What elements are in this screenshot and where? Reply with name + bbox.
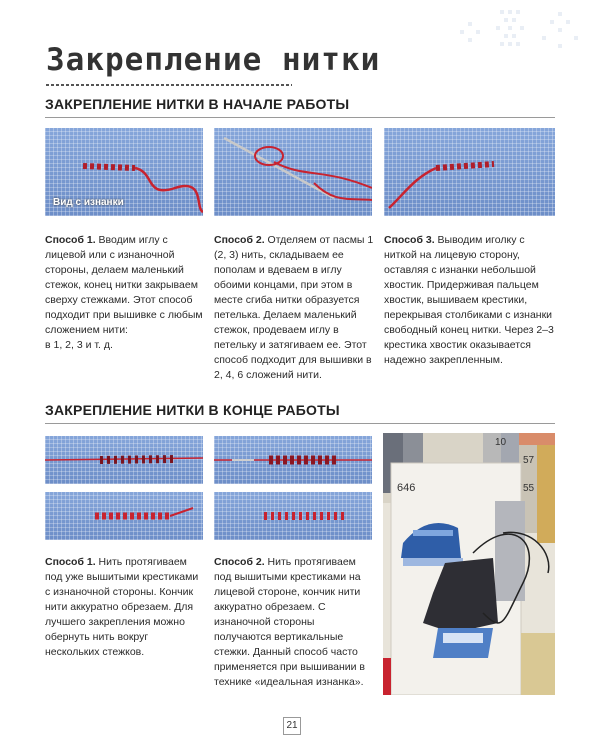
section-heading-start: ЗАКРЕПЛЕНИЕ НИТКИ В НАЧАЛЕ РАБОТЫ: [45, 96, 350, 112]
thread-number-646: 646: [397, 482, 416, 494]
photo-method1-start: [45, 128, 203, 216]
method-description: Отделяем от пасмы 1 (2, 3) нить, складываем ее пополам и вдеваем в иглу обоими концами, при этом в месте сгиба нитки образуется петелька. Делаем маленький стежок, продеваем иглу в петельку и затягиваем ее. Этот способ подходит для вышивки в 2, 4, 6 сложений нити.: [214, 234, 374, 381]
section-divider: [45, 117, 555, 118]
photo-embroidered-sewing-machine: [383, 433, 555, 695]
photo-method2-end-front: [214, 436, 372, 484]
photo-label-reverse-side: Вид с изнанки: [53, 197, 124, 208]
method2-end-text: [214, 555, 374, 690]
page-title: Закрепление нитки: [46, 42, 381, 78]
method-description: Нить протягиваем под уже вышитыми крестиками с изнаночной стороны. Кончик нити аккуратно обрезаем. Для лучшего закрепления можно обернуть нить вокруг нескольких стежков.: [45, 556, 199, 658]
page-number: 21: [283, 717, 301, 735]
method1-start-text: [45, 233, 203, 353]
method3-start-text: [384, 233, 555, 368]
photo-method1-end-back: [45, 492, 203, 540]
thread-number-55: 55: [523, 483, 535, 494]
section-heading-end: ЗАКРЕПЛЕНИЕ НИТКИ В КОНЦЕ РАБОТЫ: [45, 402, 340, 418]
method-label: Способ 1.: [45, 234, 96, 246]
section-divider: [45, 423, 555, 424]
method-description-cont: в 1, 2, 3 и т. д.: [45, 339, 113, 351]
photo-method1-end-front: [45, 436, 203, 484]
method-label: Способ 2.: [214, 234, 265, 246]
method-label: Способ 3.: [384, 234, 435, 246]
method2-start-text: [214, 233, 374, 383]
method-description: Выводим иголку с ниткой на лицевую сторону, оставляя с изнанки небольшой хвостик. Придерживая пальцем хвостик, вышиваем крестики, перекрывая столбиками с изнанки свободный конец нитки. Через 2–3 крестика хвостик оказывается надежно закрепленным.: [384, 234, 554, 366]
title-underline: [46, 84, 292, 86]
method-description: Вводим иглу с лицевой или с изнаночной стороны, делаем маленький стежок, конец нитки закрываем сверху стежками. Этот способ подходит при вышивке с любым сложением нити:: [45, 234, 203, 336]
method1-end-text: [45, 555, 203, 660]
thread-number-10: 10: [495, 437, 507, 448]
thread-number-57: 57: [523, 455, 535, 466]
method-label: Способ 2.: [214, 556, 265, 568]
photo-method3-start: [384, 128, 555, 216]
photo-method2-end-back: [214, 492, 372, 540]
method-description: Нить протягиваем под вышитыми крестиками на лицевой стороне, кончик нити аккуратно обрезаем. С изнаночной стороны получаются вертикальные стежки. Данный способ часто применяется при вышивании в технике «идеальная изнанка».: [214, 556, 366, 688]
photo-method2-start: [214, 128, 372, 216]
method-label: Способ 1.: [45, 556, 96, 568]
decorative-snowflake-pattern: [440, 0, 600, 80]
